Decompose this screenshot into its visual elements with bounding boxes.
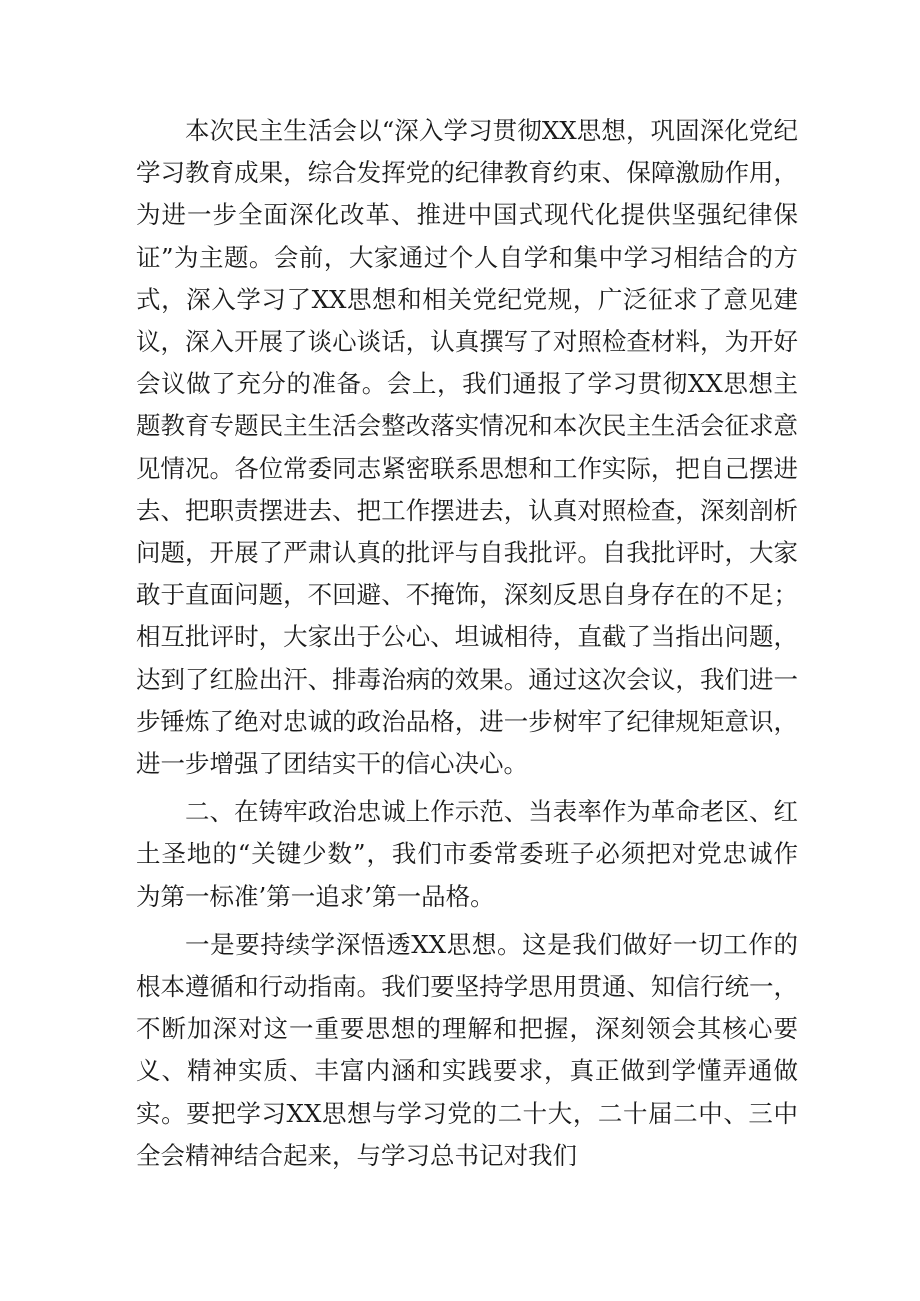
document-body bbox=[136, 110, 798, 1177]
paragraph-meeting-summary: 本次民主生活会以“深入学习贯彻XX思想，巩固深化党纪学习教育成果，综合发挥党的纪律教育约束、保障激励作用，为进一步全面深化改革、推进中国式现代化提供坚强纪律保证”为主题。会前，大家通过个人自学和集中学习相结合的方式，深入学习了XX思想和相关党纪党规，广泛征求了意见建议，深入开展了谈心谈话，认真撰写了对照检查材料，为开好会议做了充分的准备。会上，我们通报了学习贯彻XX思想主题教育专题民主生活会整改落实情况和本次民主生活会征求意见情况。各位常委同志紧密联系思想和工作实际，把自己摆进去、把职责摆进去、把工作摆进去，认真对照检查，深刻剖析问题，开展了严肃认真的批评与自我批评。自我批评时，大家敢于直面问题，不回避、不掩饰，深刻反思自身存在的不足；相互批评时，大家出于公心、坦诚相待，直截了当指出问题，达到了红脸出汗、排毒治病的效果。通过这次会议，我们进一步锤炼了绝对忠诚的政治品格，进一步树牢了纪律规矩意识，进一步增强了团结实干的信心决心。 bbox=[136, 116, 798, 779]
paragraph-section-two-heading: 二、在铸牢政治忠诚上作示范、当表率作为革命老区、红土圣地的“关键少数”，我们市委常委班子必须把对党忠诚作为第一标准’第一追求’第一品格。 bbox=[136, 797, 798, 911]
paragraph-point-one: 一是要持续学深悟透XX思想。这是我们做好一切工作的根本遵循和行动指南。我们要坚持学思用贯通、知信行统一，不断加深对这一重要思想的理解和把握，深刻领会其核心要义、精神实质、丰富内涵和实践要求，真正做到学懂弄通做实。要把学习XX思想与学习党的二十大，二十届二中、三中全会精神结合起来，与学习总书记对我们 bbox=[136, 929, 798, 1170]
